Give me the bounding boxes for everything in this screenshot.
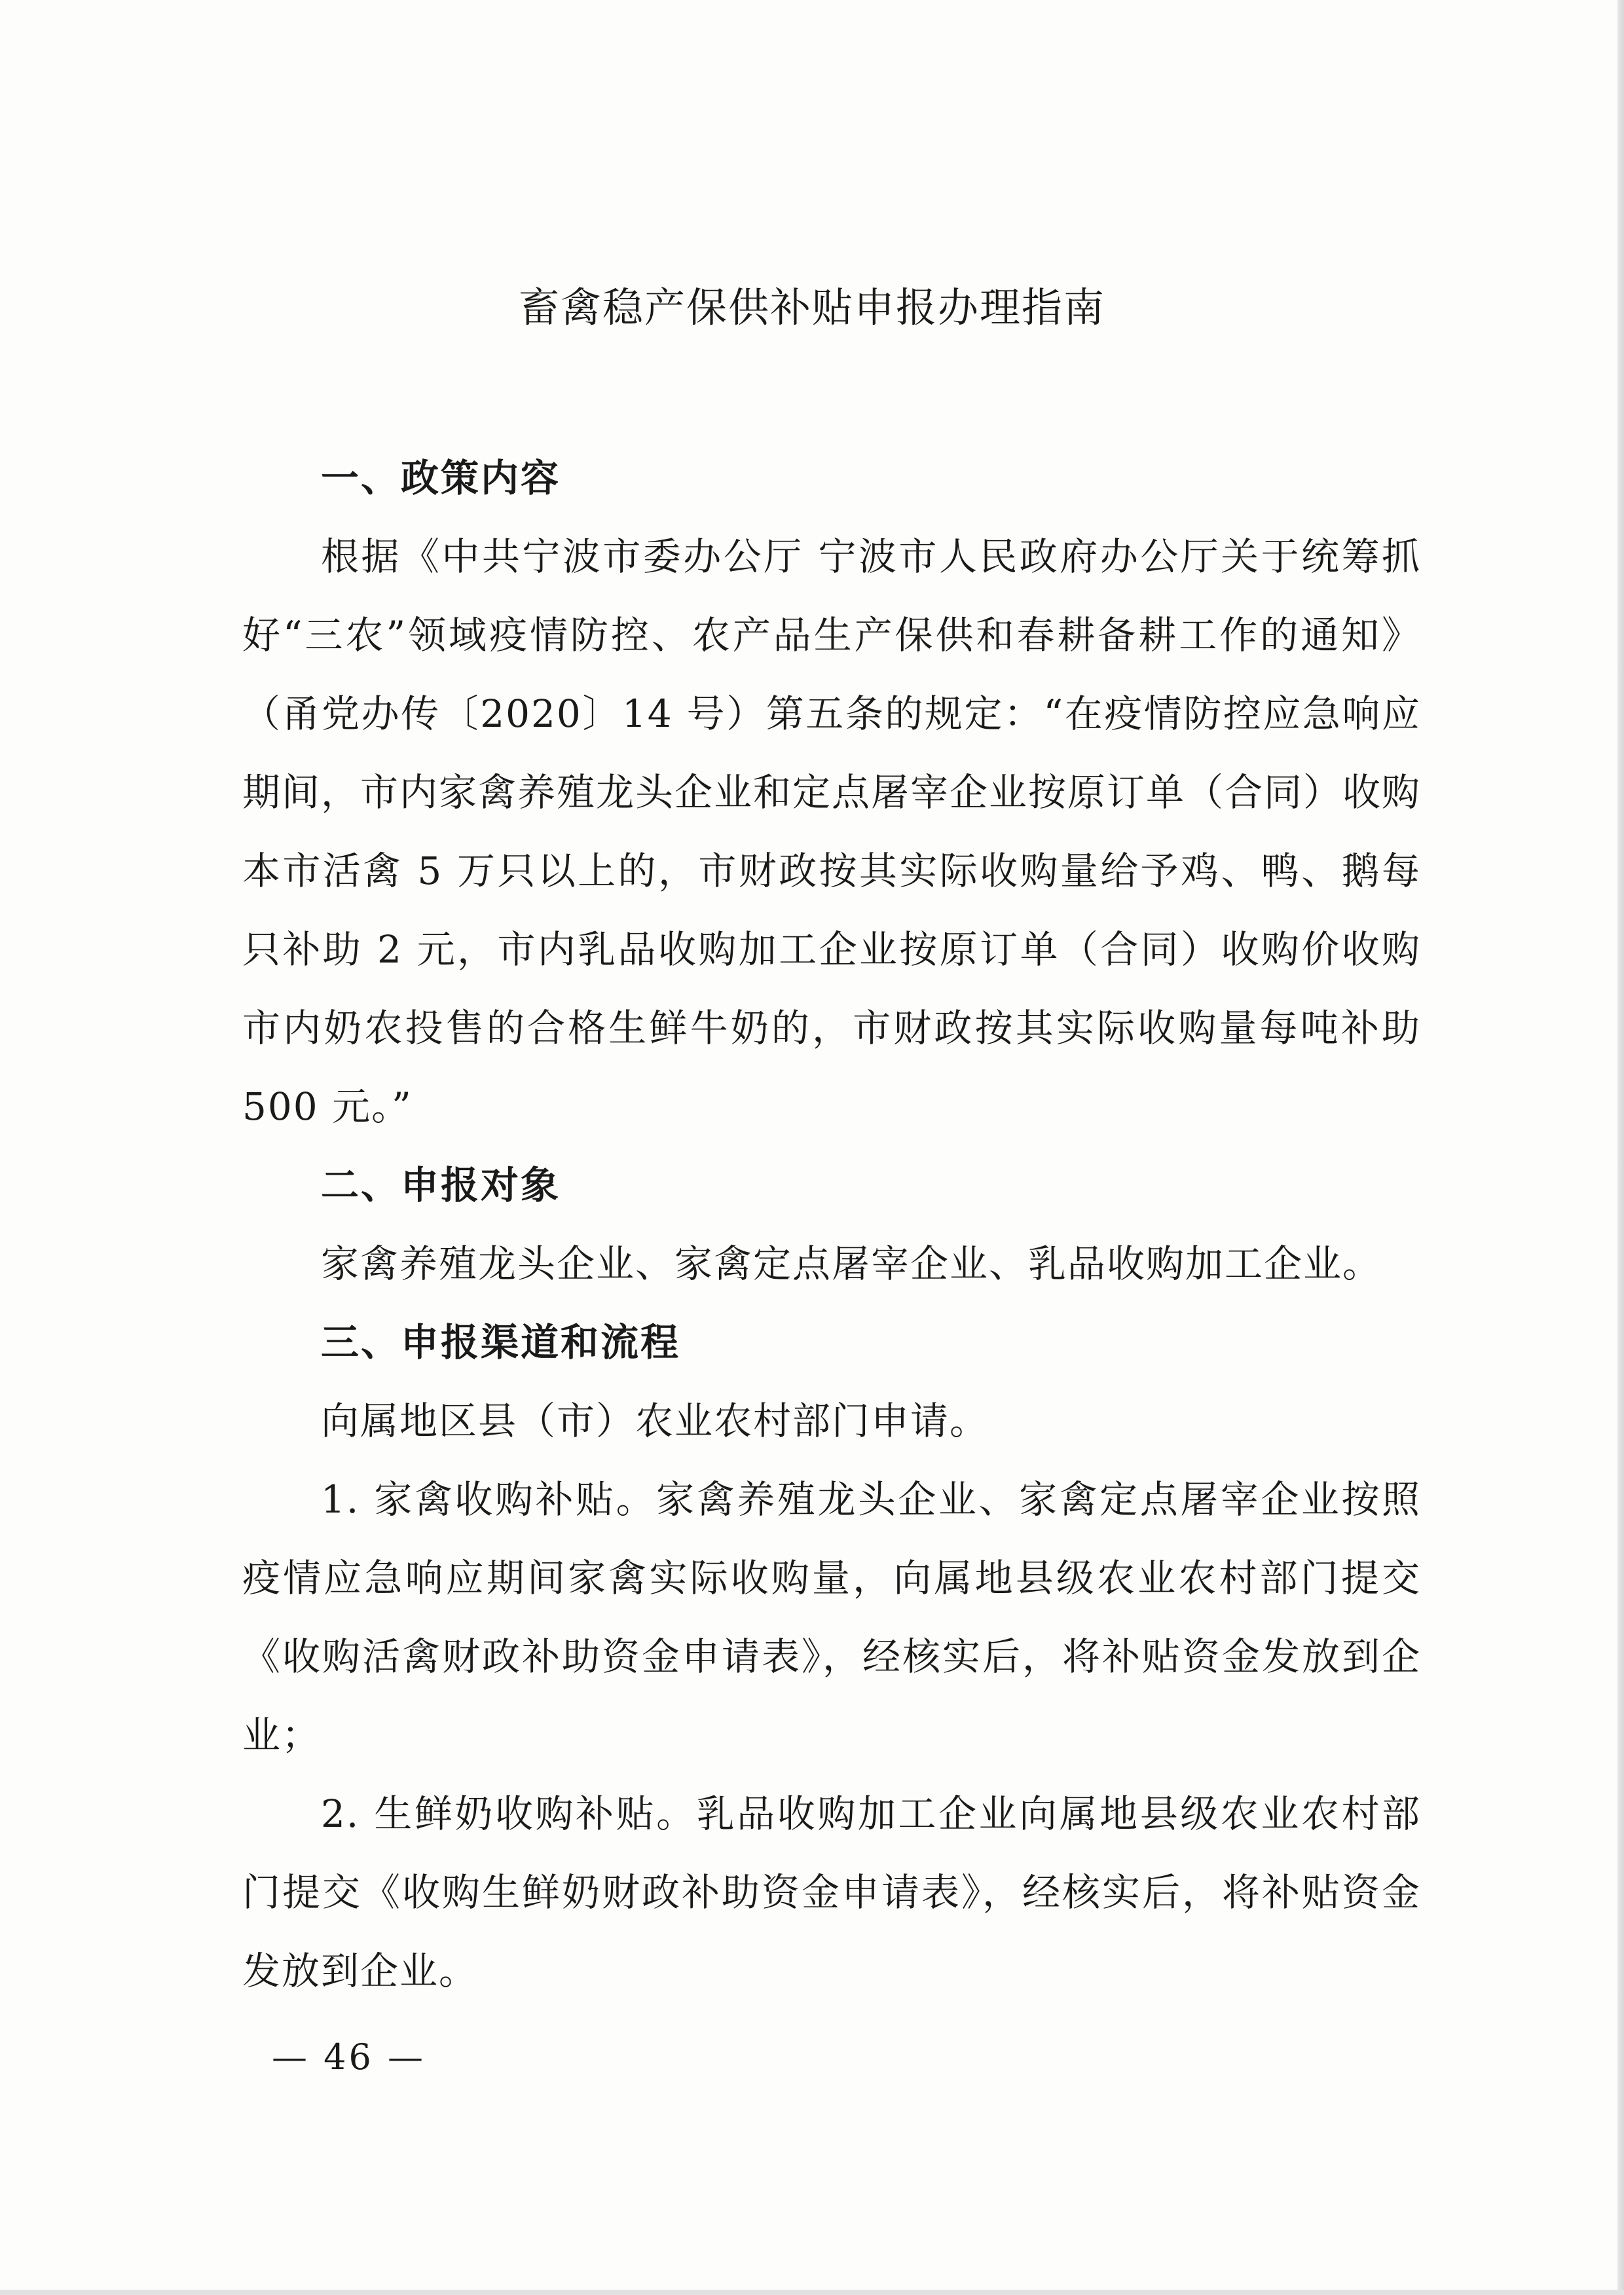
scan-right-edge bbox=[1617, 0, 1624, 2295]
section-paragraph-policy: 根据《中共宁波市委办公厅 宁波市人民政府办公厅关于统筹抓好“三农”领域疫情防控、农产品生产保供和春耕备耕工作的通知》（甬党办传〔2020〕14 号）第五条的规定：“在疫情防控应急响应期间，市内家禽养殖龙头企业和定点屠宰企业按原订单（合同）收购本市活禽 5 万只以上的，市财政按其实际收购量给予鸡、鸭、鹅每只补助 2 元，市内乳品收购加工企业按原订单（合同）收购价收购市内奶农投售的合格生鲜牛奶的，市财政按其实际收购量每吨补助 500 元。” bbox=[242, 534, 1422, 1129]
document-body bbox=[242, 439, 1421, 2010]
page-number: — 46 — bbox=[272, 2036, 426, 2078]
document-title: 畜禽稳产保供补贴申报办理指南 bbox=[518, 284, 1105, 331]
section-heading-policy: 一、政策内容 bbox=[321, 456, 561, 500]
section-paragraph-process-intro: 向属地区县（市）农业农村部门申请。 bbox=[321, 1399, 989, 1443]
section-paragraph-applicants: 家禽养殖龙头企业、家禽定点屠宰企业、乳品收购加工企业。 bbox=[321, 1241, 1382, 1286]
section-heading-applicants: 二、申报对象 bbox=[321, 1163, 561, 1207]
scan-bottom-edge bbox=[0, 2290, 1624, 2295]
section-paragraph-poultry-subsidy: 1. 家禽收购补贴。家禽养殖龙头企业、家禽定点屠宰企业按照疫情应急响应期间家禽实际收购量，向属地县级农业农村部门提交《收购活禽财政补助资金申请表》，经核实后，将补贴资金发放到企业； bbox=[242, 1477, 1421, 1757]
section-paragraph-milk-subsidy: 2. 生鲜奶收购补贴。乳品收购加工企业向属地县级农业农村部门提交《收购生鲜奶财政补助资金申请表》，经核实后，将补贴资金发放到企业。 bbox=[242, 1791, 1421, 1993]
section-heading-process: 三、申报渠道和流程 bbox=[321, 1320, 681, 1365]
